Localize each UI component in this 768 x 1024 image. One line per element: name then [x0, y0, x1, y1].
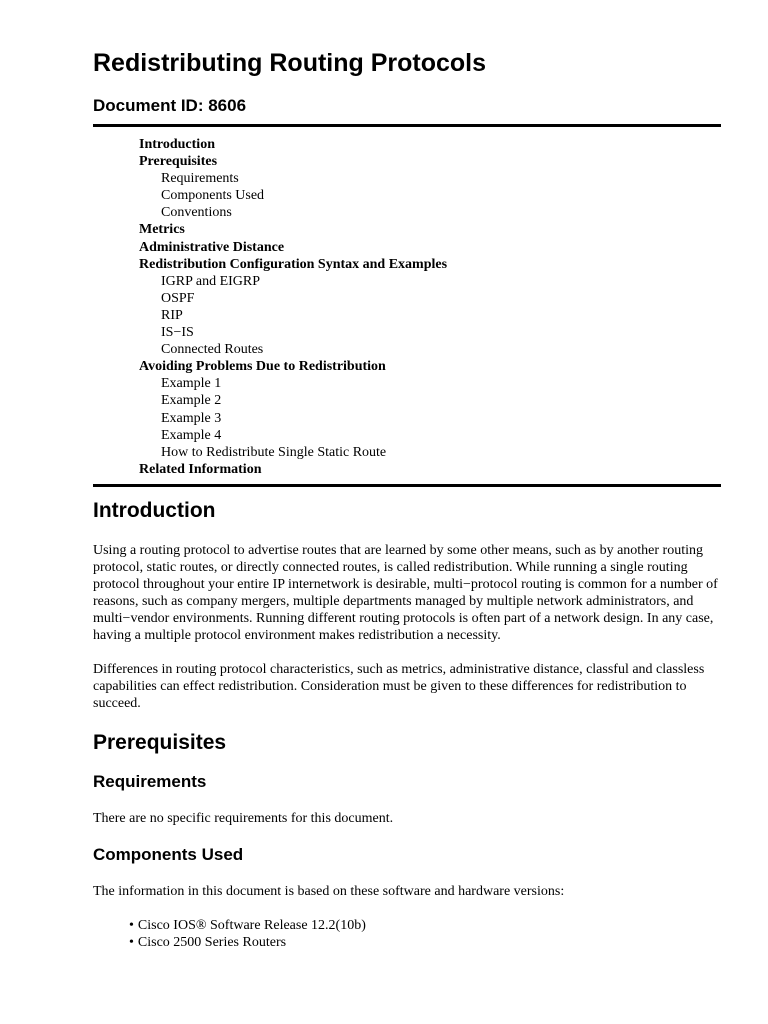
toc-link[interactable]: Example 2 [161, 393, 222, 409]
toc-link[interactable]: Components Used [161, 188, 265, 204]
toc-link[interactable]: Example 3 [161, 410, 222, 426]
toc-link[interactable]: Metrics [139, 222, 185, 238]
introduction-paragraph-1: Using a routing protocol to advertise routes that are learned by some other means, such as by another routing protocol, static routes, or directly connected routes, is called redistribution. While running a single routing protocol throughout your entire IP internetwork is desirable, multi−protocol routing is common for a number of reasons, such as company mergers, multiple departments managed by multiple network administrators, and multi−vendor environments. Running different routing protocols is often part of a network design. In any case, having a multiple protocol environment makes redistribution a necessity. [93, 543, 718, 644]
toc-link[interactable]: RIP [161, 307, 183, 323]
toc-link[interactable]: IGRP and EIGRP [161, 273, 261, 289]
toc-link[interactable]: OSPF [161, 290, 195, 306]
toc-link[interactable]: How to Redistribute Single Static Route [161, 444, 387, 460]
toc-link[interactable]: Redistribution Configuration Syntax and Examples [139, 256, 448, 272]
page-title: Redistributing Routing Protocols [93, 49, 487, 77]
table-of-contents [139, 136, 447, 478]
toc-link[interactable]: Introduction [139, 137, 215, 152]
toc-link[interactable]: Connected Routes [161, 342, 264, 358]
components-list [129, 917, 366, 951]
list-item: • Cisco IOS® Software Release 12.2(10b) [129, 917, 366, 934]
introduction-heading: Introduction [93, 499, 216, 522]
toc-link[interactable]: Administrative Distance [139, 239, 285, 255]
requirements-text: There are no specific requirements for this document. [93, 811, 394, 826]
top-divider [93, 124, 721, 127]
toc-link[interactable]: Requirements [161, 171, 239, 187]
toc-link[interactable]: Avoiding Problems Due to Redistribution [139, 359, 386, 375]
list-item: • Cisco 2500 Series Routers [129, 934, 366, 951]
toc-link[interactable]: Example 1 [161, 376, 222, 392]
components-used-text: The information in this document is based on these software and hardware versions: [93, 884, 565, 899]
toc-link[interactable]: Prerequisites [139, 154, 218, 170]
toc-link[interactable]: IS−IS [161, 325, 194, 341]
toc-divider [93, 484, 721, 487]
document-id: Document ID: 8606 [93, 96, 247, 115]
toc-link[interactable]: Example 4 [161, 427, 222, 443]
prerequisites-heading: Prerequisites [93, 731, 227, 754]
introduction-paragraph-2: Differences in routing protocol characteristics, such as metrics, administrative distance, classful and classless capabilities can effect redistribution. Consideration must be given to these differences for redistribution to succeed. [93, 662, 705, 712]
toc-link[interactable]: Related Information [139, 461, 262, 477]
toc-link[interactable]: Conventions [161, 205, 232, 221]
requirements-heading: Requirements [93, 772, 207, 791]
components-used-heading: Components Used [93, 845, 244, 864]
